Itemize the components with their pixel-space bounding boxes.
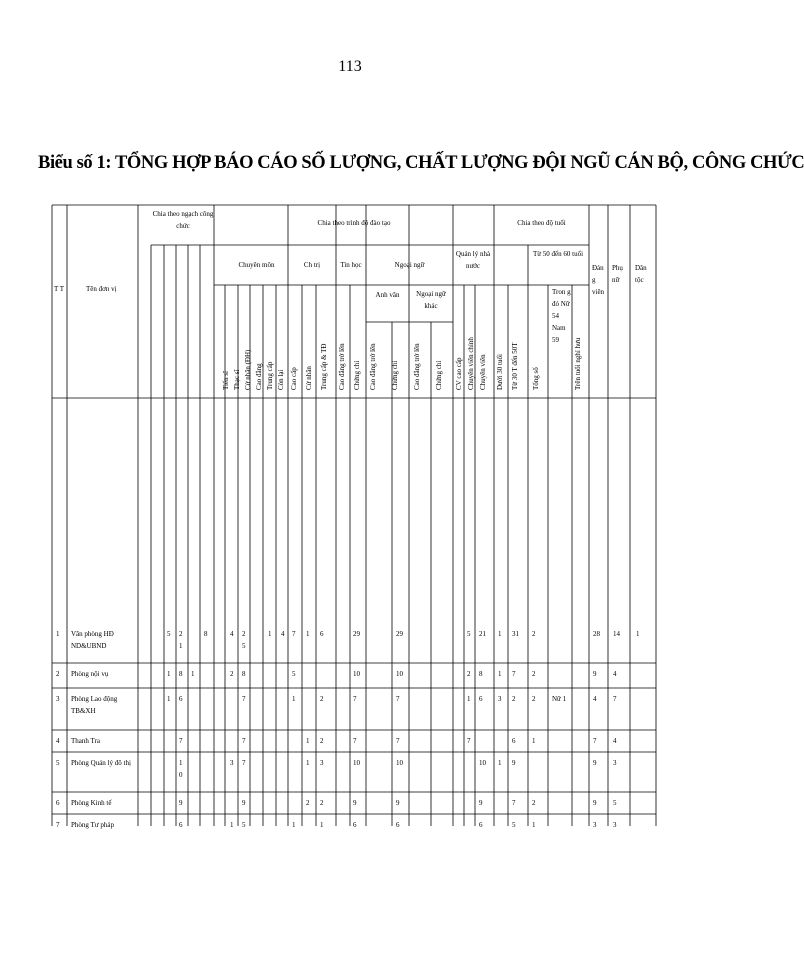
cell-stt: 3	[56, 695, 60, 703]
cell-th2: 7	[353, 695, 357, 703]
cell-a1: 1	[498, 670, 502, 678]
cell-pn: 5	[613, 799, 617, 807]
cell-dv: 4	[593, 695, 597, 703]
cell-th2: 10	[353, 670, 360, 678]
cell-n3: 1	[191, 670, 195, 678]
cell-cm3: 5	[242, 821, 246, 829]
header-cu-nhan: Cử nhân (ĐH)	[244, 349, 252, 390]
cell-a2: 2	[512, 695, 516, 703]
cell-a1: 1	[498, 759, 502, 767]
header-cv-chinh: Chuyên viên chính	[467, 337, 475, 390]
cell-ql3: 21	[479, 630, 486, 638]
cell-cm6: 4	[281, 630, 285, 638]
cell-av2: 10	[396, 670, 403, 678]
cell-n2: 6	[179, 695, 183, 703]
cell-tong: 1	[532, 737, 536, 745]
header-ngach: Chia theo ngạch công chức	[152, 210, 214, 230]
cell-ct3: 2	[320, 695, 324, 703]
cell-av2: 10	[396, 759, 403, 767]
cell-dv: 9	[593, 759, 597, 767]
cell-name: Thanh Tra	[71, 737, 100, 745]
header-ct-cao-cap: Cao cấp	[290, 367, 298, 390]
header-tien-si: Tiến sĩ	[222, 370, 230, 390]
cell-ct2: 1	[306, 737, 310, 745]
cell-th2: 29	[353, 630, 360, 638]
cell-a2: 9	[512, 759, 516, 767]
cell-cm3: 8	[242, 670, 246, 678]
cell-stt: 4	[56, 737, 60, 745]
page-number: 113	[338, 58, 362, 75]
cell-ql2: 1	[467, 695, 471, 703]
header-trung-cap: Trung cấp	[266, 361, 274, 390]
cell-ql3: 9	[479, 799, 483, 807]
cell-ql2: 7	[467, 737, 471, 745]
header-nnk-chung-chi: Chứng chỉ	[435, 360, 443, 390]
header-chinh-tri: Ch trị	[303, 261, 321, 269]
header-cao-dang: Cao đẳng	[255, 363, 263, 390]
cell-dv: 9	[593, 670, 597, 678]
cell-stt: 2	[56, 670, 60, 678]
header-chuyen-mon: Chuyên môn	[238, 261, 275, 269]
cell-ct3: 2	[320, 737, 324, 745]
cell-ql2: 2	[467, 670, 471, 678]
cell-tong: 2	[532, 670, 536, 678]
cell-cm2: 4	[230, 630, 234, 638]
cell-av2: 9	[396, 799, 400, 807]
cell-name: Phòng Kinh tế	[71, 799, 112, 807]
cell-ql3: 8	[479, 670, 483, 678]
cell-cm3: 9	[242, 799, 246, 807]
cell-name: Phòng Quản lý đô thị	[71, 759, 131, 767]
cell-pn: 4	[613, 737, 617, 745]
cell-ql2: 5	[467, 630, 471, 638]
cell-th2: 10	[353, 759, 360, 767]
cell-a2: 7	[512, 670, 516, 678]
cell-n1: 5	[167, 630, 171, 638]
cell-a2: 7	[512, 799, 516, 807]
header-ngoai-ngu-khac: Ngoại ngữ khác	[416, 290, 446, 310]
cell-cm3: 7	[242, 695, 246, 703]
header-ct-cu-nhan: Cử nhân	[305, 366, 313, 390]
cell-cm3: 7	[242, 759, 246, 767]
cell-a2: 6	[512, 737, 516, 745]
cell-cm3: 2 5	[242, 630, 246, 650]
cell-tong: 2	[532, 799, 536, 807]
cell-pn: 4	[613, 670, 617, 678]
cell-dt: 1	[636, 630, 640, 638]
header-trinh-do: Chia theo trình độ đào tạo	[317, 219, 391, 227]
cell-pn: 3	[613, 821, 617, 829]
cell-ct1: 7	[292, 630, 296, 638]
cell-av2: 6	[396, 821, 400, 829]
header-con-lai: Còn lại	[277, 369, 285, 390]
cell-cm2: 3	[230, 759, 234, 767]
cell-ct2: 1	[306, 759, 310, 767]
cell-ql3: 10	[479, 759, 486, 767]
cell-ct1: 5	[292, 670, 296, 678]
header-ngoai-ngu: Ngoại ngữ	[394, 261, 425, 269]
cell-tong: 1	[532, 821, 536, 829]
cell-stt: 5	[56, 759, 60, 767]
cell-name: Phòng nội vụ	[71, 670, 109, 678]
cell-stt: 6	[56, 799, 60, 807]
cell-ct3: 2	[320, 799, 324, 807]
header-duoi-30: Dưới 30 tuổi	[496, 354, 504, 390]
cell-dv: 28	[593, 630, 600, 638]
header-30-50: Từ 30 T đến 50T	[511, 342, 519, 390]
header-dan-toc: Dân tộc	[635, 264, 647, 284]
cell-ql3: 6	[479, 695, 483, 703]
cell-cm2: 2	[230, 670, 234, 678]
cell-n4: 8	[204, 630, 208, 638]
header-phu-nu: Phụ nữ	[612, 264, 623, 284]
cell-n1: 1	[167, 670, 171, 678]
cell-av2: 7	[396, 695, 400, 703]
header-anh-van: Anh văn	[375, 291, 400, 299]
cell-a2: 5	[512, 821, 516, 829]
header-th-cao-dang: Cao đẳng trở lên	[338, 343, 346, 390]
cell-pn: 3	[613, 759, 617, 767]
cell-ct1: 1	[292, 821, 296, 829]
header-trong-do: Tron g đó Nữ 54 Nam 59	[552, 288, 571, 344]
cell-ct3: 6	[320, 630, 324, 638]
cell-av2: 29	[396, 630, 403, 638]
cell-ct3: 3	[320, 759, 324, 767]
cell-ql3: 6	[479, 821, 483, 829]
cell-cm5: 1	[268, 630, 272, 638]
cell-n2: 7	[179, 737, 183, 745]
cell-cm3: 7	[242, 737, 246, 745]
header-dang-vien: Đản g viên	[592, 264, 605, 296]
cell-n2: 2 1	[179, 630, 183, 650]
cell-pn: 14	[613, 630, 620, 638]
header-tin-hoc: Tin học	[340, 261, 362, 269]
header-nnk-cao-dang: Cao đẳng trở lên	[413, 343, 421, 390]
header-av-chung-chi: Chứng chỉ	[391, 360, 399, 390]
header-tong-so: Tổng số	[532, 367, 540, 390]
cell-n2: 1 0	[179, 759, 183, 779]
header-unit-name: Tên đơn vị	[86, 285, 117, 293]
cell-name: Văn phòng HĐ ND&UBND	[71, 630, 114, 650]
header-th-chung-chi: Chứng chỉ	[353, 360, 361, 390]
cell-name: Phòng Tư pháp	[71, 821, 114, 829]
cell-ct1: 1	[292, 695, 296, 703]
header-quan-ly: Quản lý nhà nước	[455, 250, 491, 270]
header-cv-cao-cap: CV cao cấp	[455, 357, 463, 390]
cell-cm2: 1	[230, 821, 234, 829]
cell-ct3: 1	[320, 821, 324, 829]
cell-stt: 1	[56, 630, 60, 638]
header-thac-si: Thạc sĩ	[233, 369, 241, 390]
report-title: Biểu số 1: TỔNG HỢP BÁO CÁO SỐ LƯỢNG, CHẤT LƯỢNG ĐỘI NGŨ CÁN BỘ, CÔNG CHỨC	[38, 153, 804, 173]
cell-a1: 1	[498, 630, 502, 638]
header-do-tuoi: Chia theo độ tuổi	[517, 219, 566, 227]
cell-n2: 8	[179, 670, 183, 678]
cell-trongdo: Nữ 1	[552, 695, 567, 703]
cell-tong: 2	[532, 630, 536, 638]
cell-pn: 7	[613, 695, 617, 703]
cell-dv: 9	[593, 799, 597, 807]
cell-n2: 9	[179, 799, 183, 807]
cell-stt: 7	[56, 821, 60, 829]
cell-n2: 6	[179, 821, 183, 829]
cell-tong: 2	[532, 695, 536, 703]
cell-name: Phòng Lao động TB&XH	[71, 695, 118, 715]
cell-ct2: 1	[306, 630, 310, 638]
header-chuyen-vien: Chuyên viên	[479, 354, 487, 390]
header-ct-trung-cap: Trung cấp & TĐ	[320, 343, 328, 390]
header-stt: T T	[54, 285, 65, 293]
cell-av2: 7	[396, 737, 400, 745]
cell-ct2: 2	[306, 799, 310, 807]
header-tu-50: Từ 50 đến 60 tuổi	[532, 250, 584, 258]
header-av-cao-dang: Cao đẳng trở lên	[369, 343, 377, 390]
cell-dv: 7	[593, 737, 597, 745]
cell-th2: 9	[353, 799, 357, 807]
cell-a1: 3	[498, 695, 502, 703]
cell-th2: 6	[353, 821, 357, 829]
cell-a2: 31	[512, 630, 519, 638]
cell-n1: 1	[167, 695, 171, 703]
header-tren-tuoi-nghi-huu: Trên tuổi nghỉ hưu	[574, 337, 582, 390]
cell-dv: 3	[593, 821, 597, 829]
cell-th2: 7	[353, 737, 357, 745]
